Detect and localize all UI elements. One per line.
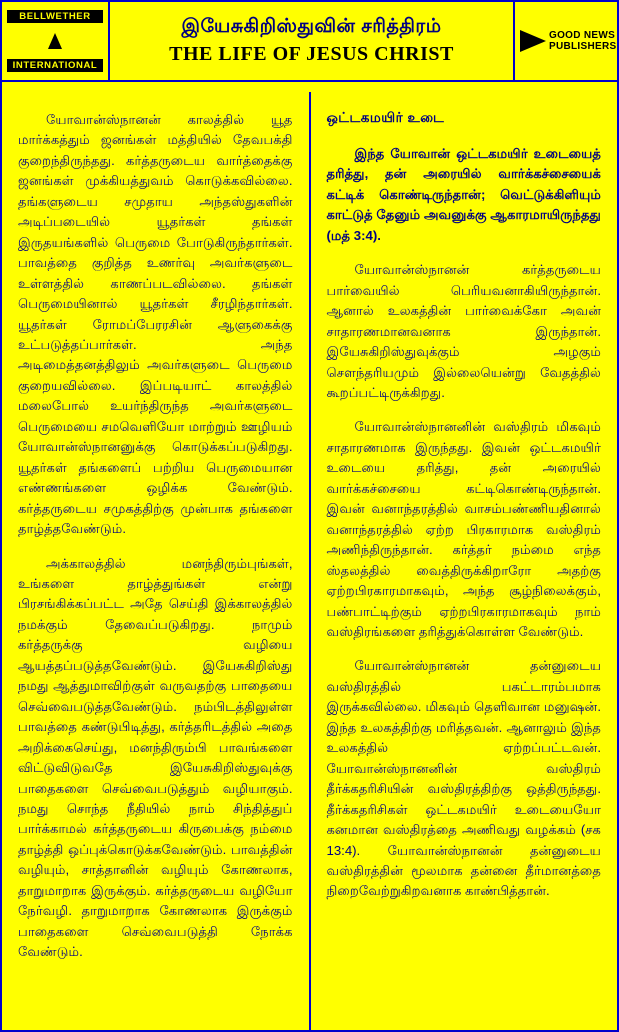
torch-icon [48,28,62,54]
good-news-logo-graphic [520,9,617,73]
paragraph: யோவான்ஸ்நானன் தன்னுடைய வஸ்திரத்தில் பகட்டாரம்பமாக இருக்கவில்லை. மிகவும் தெளிவான மனுஷன். இந்த உலகத்திற்கு மரித்தவன். ஆனாலும் இந்த உலகத்தில் ஏற்றப்பட்டவன். யோவான்ஸ்நானனின் வஸ்திரம் தீர்க்கதரிசியின் வஸ்திரத்திற்கு ஒத்திருந்தது. தீர்க்கதரிசிகள் ஒட்டகமயிர் உடையையோ கனமான வஸ்திரத்தை அணிவது வழக்கம் (சக 13:4). யோவான்ஸ்நானன் தன்னுடைய வஸ்திரத்தின் மூலமாக தன்னை தீர்மானத்தை நிறைவேற்றுகிறவனாக காண்பித்தான். [326,658,601,899]
scripture-quote: இந்த யோவான் ஒட்டகமயிர் உடையைத் தரித்து, தன் அரையில் வார்க்கச்சையைக் கட்டிக் கொண்டிருந்தான்; வெட்டுக்கிளியும் காட்டுத் தேனும் அவனுக்கு ஆகாரமாயிருந்தது (மத் 3:4). [326,146,601,243]
page-header [2,2,617,82]
section-heading: ஒட்டகமயிர் உடை [326,110,445,125]
good-news-publishers-logo [513,2,617,80]
paragraph: யோவான்ஸ்நானன் கர்த்தருடைய பார்வையில் பெரியவனாகியிருந்தான். ஆனால் உலகத்தின் பார்வைக்கோ அவன் சாதாரணமானவனாக இருந்தான். இயேசுகிறிஸ்துவுக்கும் அழகும் சௌந்தரியமும் இல்லையென்று வேதத்தில் கூறப்பட்டிருக்கிறது. [326,262,601,400]
title-english: THE LIFE OF JESUS CHRIST [169,43,454,66]
good-news-logo-line1: GOOD NEWS [549,29,616,41]
bellwether-logo-line2: INTERNATIONAL [7,59,103,72]
page-body [2,82,617,1030]
paragraph: யோவான்ஸ்நானனின் வஸ்திரம் மிகவும் சாதாரணமாக இருந்தது. இவன் ஒட்டகமயிர் உடையை தரித்து, தன் அரையில் வார்க்கச்சையை கட்டிகொண்டிருந்தான். இவன் வனாந்தரத்தில் வாசம்பண்ணியதினால் வனாந்தரத்தில் ஏற்ற பிரகாரமாக வஸ்திரம் அணிந்திருந்தான். கர்த்தர் நம்மை எந்த ஸ்தலத்தில் வைத்திருக்கிறாரோ அதற்கு ஏற்றபிரகாரமாகவும், அந்த சூழ்நிலைக்கும், பண்பாட்டிற்கும் ஏற்றபிரகாரமாகவும் நாம் வஸ்திரங்களை தரித்துக்கொள்ள வேண்டும். [326,419,601,639]
left-column [2,92,309,1030]
bellwether-logo-graphic [7,10,103,72]
good-news-logo-text [549,30,616,53]
right-column [311,92,618,1030]
good-news-logo-line2: PUBLISHERS [549,41,617,52]
bellwether-logo-line1: BELLWETHER [7,10,103,23]
page-title [110,2,513,80]
paragraph: அக்காலத்தில் மனந்திரும்புங்கள், உங்களை தாழ்த்துங்கள் என்று பிரசங்கிக்கப்பட்ட அதே செய்தி இக்காலத்தில் நமக்கும் தேவைப்படுகிறது. நாமும் கர்த்தருக்கு வழியை ஆயத்தப்படுத்தவேண்டும். இயேசுகிறிஸ்து நமது ஆத்துமாவிற்குள் வருவதற்கு பாதையை செவ்வைபடுத்தவேண்டும். நம்பிடத்திலுள்ள பாவத்தை கண்டுபிடித்து, கர்த்தரிடத்தில் அதை அறிக்கைசெய்து, மனந்திரும்பி பாவங்களை விட்டுவிடுவதே இயேசுகிறிஸ்துவுக்கு பாதைகளை செவ்வைபடுத்தும் வழியாகும். நமது சொந்த நீதியில் நாம் சிந்தித்துப் பார்க்காமல் கர்த்தருடைய கிருபைக்கு நம்மை தாழ்த்தி ஒப்புக்கொடுக்கவேண்டும். பாவத்தின் வழியும், சாத்தானின் வழியும் கோணலாக, தாறுமாறாக இருக்கும். கர்த்தருடைய வழியோ நேர்வழி. தாறுமாறாக கோணலாக இருக்கும் பாதைகளை செவ்வைபடுத்தி நோக்க வேண்டும். [18,555,293,960]
megaphone-icon [520,30,546,52]
title-tamil: இயேசுகிறிஸ்துவின் சரித்திரம் [181,15,442,37]
paragraph: யோவான்ஸ்நானன் காலத்தில் யூத மார்க்கத்தும் ஜனங்கள் மத்தியில் தேவபக்தி குறைந்திருந்தது. கர்த்தருடைய வார்த்தைக்கு ஜனங்கள் முக்கியத்துவம் கொடுக்கவில்லை. தங்களுடைய சமுதாய அந்தஸ்துகளின் அடிப்படையில் யூதர்கள் தங்கள் இருதயங்களில் பெருமை போடுகிருந்தார்கள். பாவத்தை குறித்த உணர்வு அவர்களுடை உள்ளத்தில் காணப்படவில்லை. தங்கள் பெருமையினால் யூதர்கள் சீரழிந்தார்கள். யூதர்கள் ரோமப்பேரரசின் ஆளுகைக்கு உட்படுத்தப்பார்கள். அந்த அடிமைத்தனத்திலும் அவர்களுடை பெருமை குறையவில்லை. இப்படியாட் காலத்தில் மலைபோல் உயர்ந்திருந்த அவர்களுடை பெருமையை சமவெளியோ மாற்றும் ஊழியம் யோவான்ஸ்நானனுக்கு கொடுக்கப்படுகிறது. யூதர்கள் தங்களைப் பற்றிய பெருமையான எண்ணங்களை ஒழிக்க வேண்டும். கர்த்தருடைய சமுகத்திற்கு முன்பாக தங்களை தாழ்த்தவேண்டும். [18,112,293,537]
bellwether-international-logo [2,2,110,80]
